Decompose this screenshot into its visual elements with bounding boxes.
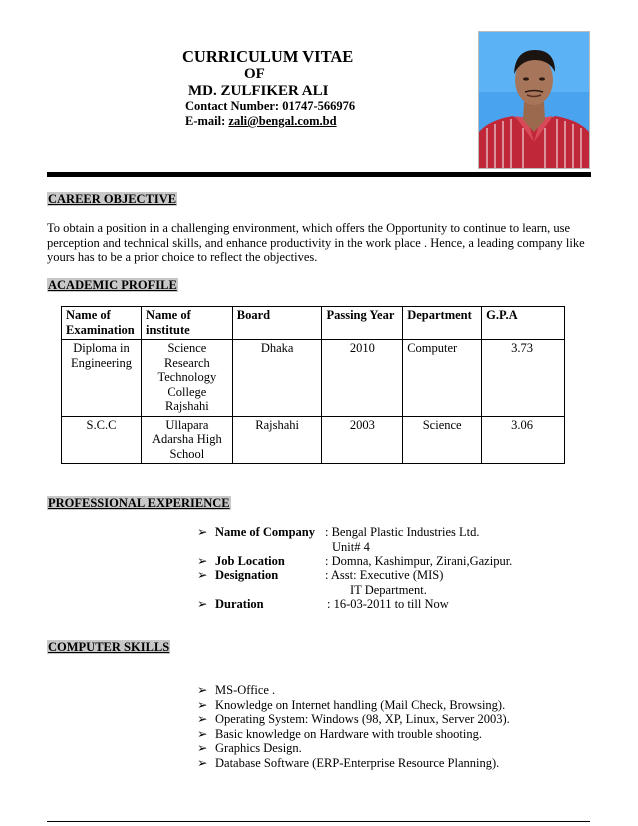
skill-text: Knowledge on Internet handling (Mail Check, Browsing). xyxy=(215,697,506,712)
bullet-arrow-icon: ➢ xyxy=(197,712,208,726)
academic-profile-heading: ACADEMIC PROFILE xyxy=(48,278,177,292)
company-value: : Bengal Plastic Industries Ltd. xyxy=(325,525,480,539)
contact-number: Contact Number: 01747-566976 xyxy=(185,99,356,113)
designation-value: : Asst: Executive (MIS) xyxy=(325,568,444,582)
company-label: Name of Company xyxy=(215,525,315,539)
cell-department: Science xyxy=(403,416,482,464)
skill-text: Basic knowledge on Hardware with trouble shooting. xyxy=(215,726,482,741)
experience-duration-row xyxy=(197,597,449,612)
list-item xyxy=(197,756,510,771)
bullet-arrow-icon: ➢ xyxy=(197,525,208,539)
cell-board: Rajshahi xyxy=(232,416,322,464)
list-item xyxy=(197,712,510,727)
footer-divider xyxy=(47,821,590,822)
column-header-gpa: G.P.A xyxy=(482,307,565,340)
bullet-arrow-icon: ➢ xyxy=(197,554,208,568)
bullet-arrow-icon: ➢ xyxy=(197,683,208,697)
academic-table xyxy=(61,306,565,464)
column-header-board: Board xyxy=(232,307,322,340)
email-label: E-mail: xyxy=(185,114,229,128)
career-objective-heading: CAREER OBJECTIVE xyxy=(48,192,177,206)
career-objective-section xyxy=(47,192,177,207)
table-row xyxy=(62,416,565,464)
email-line xyxy=(185,114,337,129)
bullet-arrow-icon: ➢ xyxy=(197,597,208,611)
cell-exam: S.C.C xyxy=(62,416,142,464)
table-row xyxy=(62,340,565,417)
column-header-institute: Name of institute xyxy=(141,307,232,340)
list-item xyxy=(197,698,510,713)
column-header-exam: Name of Examination xyxy=(62,307,142,340)
cell-year: 2003 xyxy=(322,416,403,464)
cv-of: OF xyxy=(244,66,265,82)
designation-label: Designation xyxy=(215,568,279,582)
duration-label: Duration xyxy=(215,597,264,611)
bullet-arrow-icon: ➢ xyxy=(197,755,208,770)
duration-value: : 16-03-2011 to till Now xyxy=(327,597,449,611)
skills-section xyxy=(47,640,170,655)
skill-text: MS-Office . xyxy=(215,683,276,697)
company-unit: Unit# 4 xyxy=(332,540,370,554)
cell-institute: Ullapara Adarsha High School xyxy=(141,416,232,464)
cell-board: Dhaka xyxy=(232,340,322,417)
column-header-department: Department xyxy=(403,307,482,340)
email-link[interactable]: zali@bengal.com.bd xyxy=(228,114,337,128)
career-objective-text: To obtain a position in a challenging environment, which offers the Opportunity to continue to learn, use perception and technical skills, and enhance productivity in the work place . Hence, a leading company like yours has to be a prior choice to reflect the objectives. xyxy=(47,221,585,264)
cell-exam: Diploma in Engineering xyxy=(62,340,142,417)
experience-section xyxy=(47,496,231,511)
designation-department: IT Department. xyxy=(350,583,427,597)
experience-location-row xyxy=(197,554,513,569)
academic-profile-section xyxy=(47,278,178,293)
portrait-image xyxy=(479,32,589,168)
bullet-arrow-icon: ➢ xyxy=(197,697,208,712)
bullet-arrow-icon: ➢ xyxy=(197,741,208,755)
list-item xyxy=(197,727,510,742)
cv-title: CURRICULUM VITAE xyxy=(182,47,354,66)
bullet-arrow-icon: ➢ xyxy=(197,726,208,741)
skill-text: Graphics Design. xyxy=(215,741,302,755)
candidate-name: MD. ZULFIKER ALI xyxy=(188,83,329,99)
column-header-year: Passing Year xyxy=(322,307,403,340)
cell-gpa: 3.73 xyxy=(482,340,565,417)
experience-designation-row xyxy=(197,568,444,583)
cell-year: 2010 xyxy=(322,340,403,417)
skills-list xyxy=(197,683,510,770)
table-header-row xyxy=(62,307,565,340)
list-item xyxy=(197,741,510,756)
bullet-arrow-icon: ➢ xyxy=(197,568,208,582)
location-value: : Domna, Kashimpur, Zirani,Gazipur. xyxy=(325,554,513,568)
cell-institute: Science Research Technology College Rajshahi xyxy=(141,340,232,417)
cell-department: Computer xyxy=(403,340,482,417)
skills-heading: COMPUTER SKILLS xyxy=(48,640,170,654)
experience-heading: PROFESSIONAL EXPERIENCE xyxy=(48,496,230,510)
skill-text: Database Software (ERP-Enterprise Resource Planning). xyxy=(215,755,500,770)
cell-gpa: 3.06 xyxy=(482,416,565,464)
profile-photo xyxy=(478,31,590,169)
skill-text: Operating System: Windows (98, XP, Linux, Server 2003). xyxy=(215,712,510,726)
location-label: Job Location xyxy=(215,554,285,568)
experience-company-row xyxy=(197,525,480,540)
header-divider xyxy=(47,172,591,177)
list-item xyxy=(197,683,510,698)
